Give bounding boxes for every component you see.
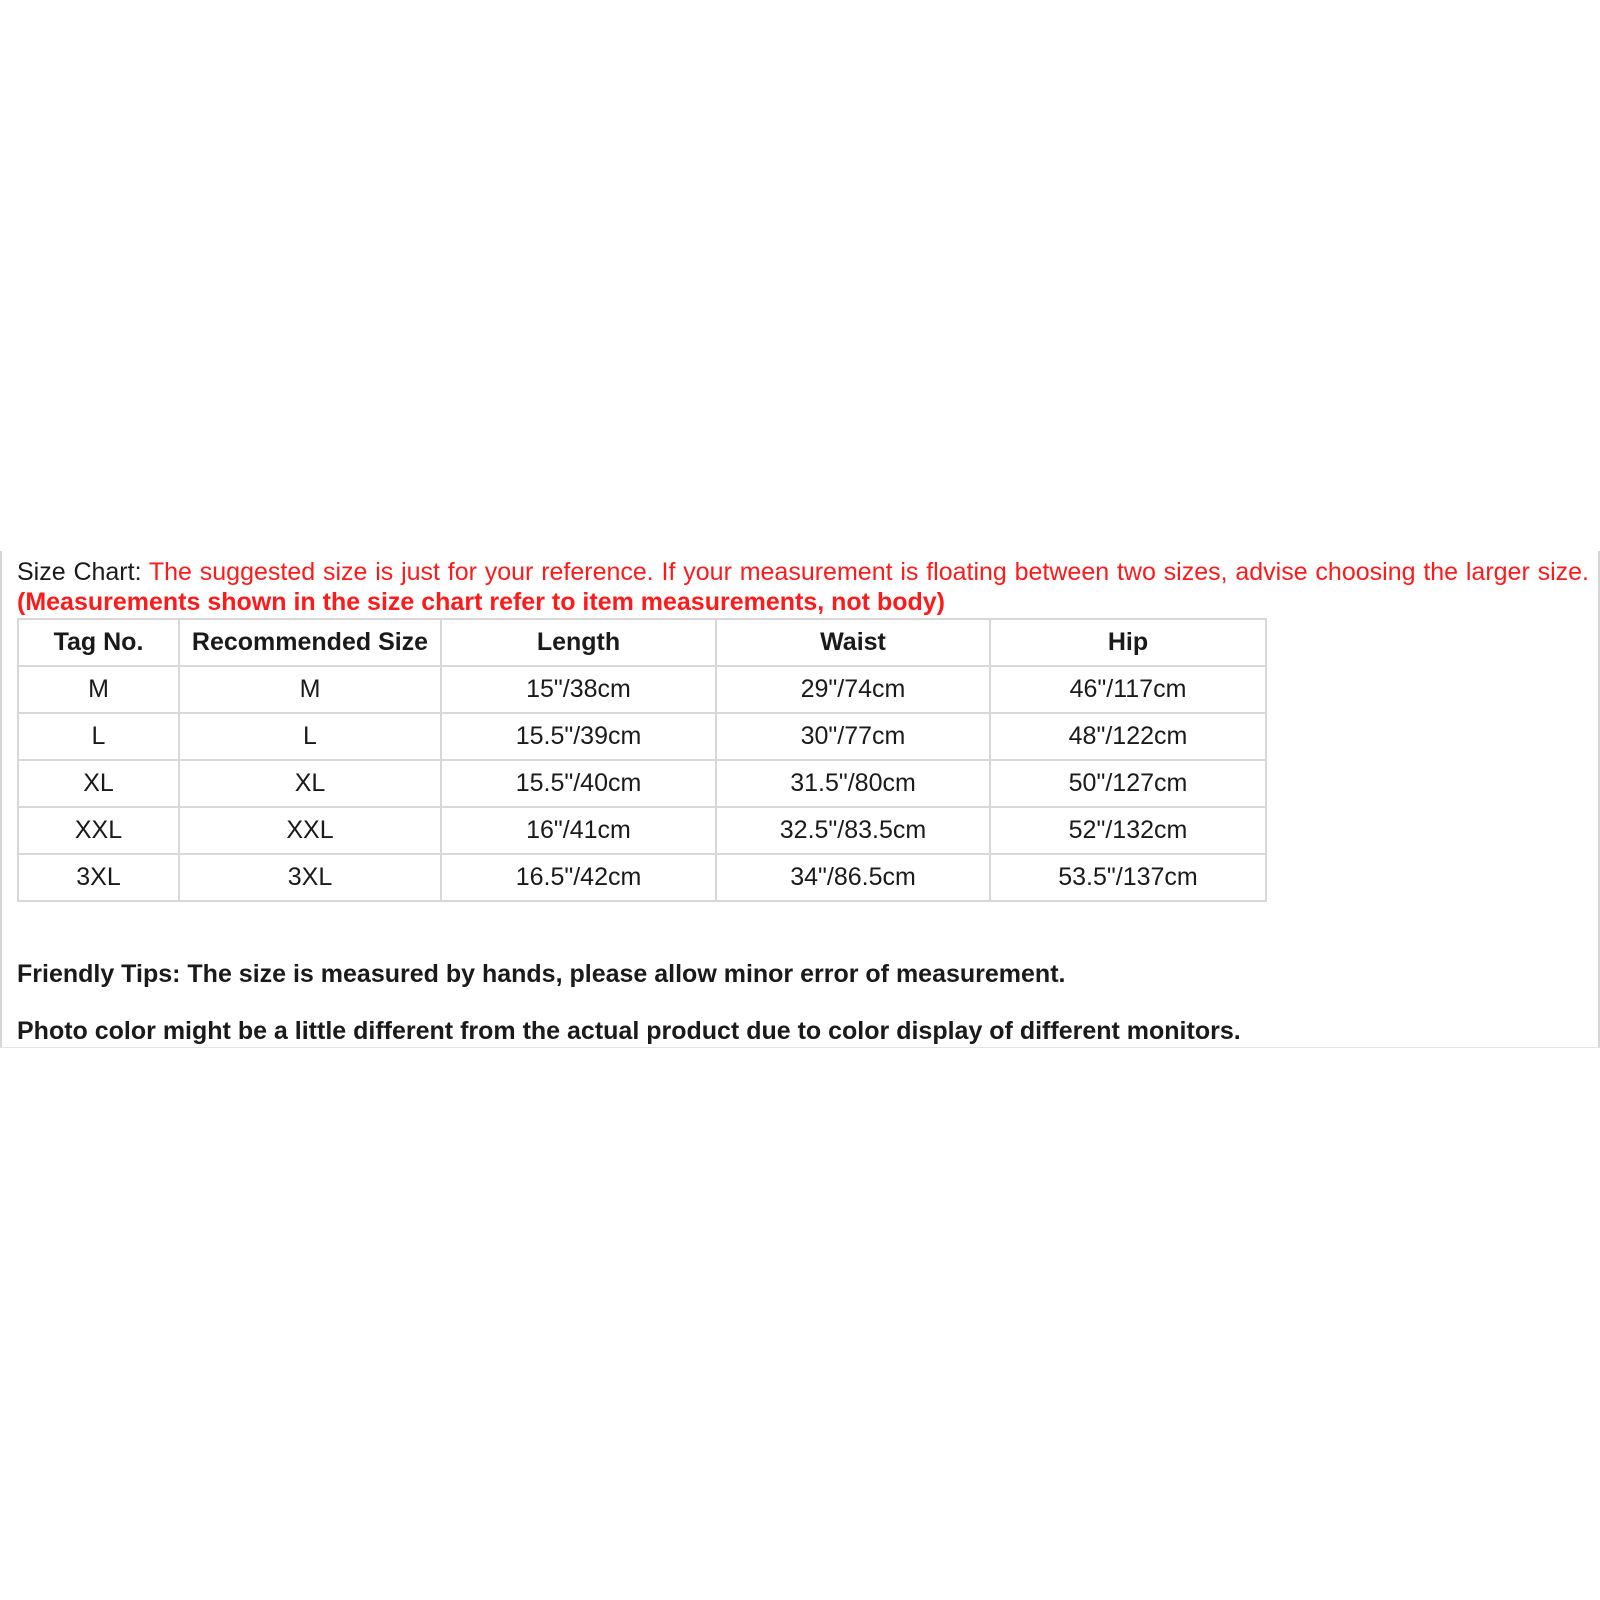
size-table xyxy=(17,618,1267,902)
friendly-tips: Friendly Tips: The size is measured by hands, please allow minor error of measurement. xyxy=(17,960,1066,988)
cell-hip: 46"/117cm xyxy=(990,666,1266,713)
cell-length: 15.5"/40cm xyxy=(441,760,716,807)
column-header-length: Length xyxy=(441,619,716,666)
cell-recommended-size: L xyxy=(179,713,441,760)
label-separator: : xyxy=(134,558,142,586)
table-header-row xyxy=(18,619,1266,666)
cell-hip: 52"/132cm xyxy=(990,807,1266,854)
cell-hip: 48"/122cm xyxy=(990,713,1266,760)
size-chart-intro xyxy=(17,557,1589,617)
size-chart-panel xyxy=(0,551,1600,1048)
column-header-hip: Hip xyxy=(990,619,1266,666)
cell-tag-no: XL xyxy=(18,760,179,807)
cell-recommended-size: XXL xyxy=(179,807,441,854)
cell-waist: 30"/77cm xyxy=(716,713,990,760)
cell-tag-no: 3XL xyxy=(18,854,179,901)
cell-recommended-size: 3XL xyxy=(179,854,441,901)
cell-length: 16"/41cm xyxy=(441,807,716,854)
table-row xyxy=(18,713,1266,760)
cell-length: 15.5"/39cm xyxy=(441,713,716,760)
cell-hip: 53.5"/137cm xyxy=(990,854,1266,901)
cell-tag-no: XXL xyxy=(18,807,179,854)
table-row xyxy=(18,807,1266,854)
cell-recommended-size: XL xyxy=(179,760,441,807)
table-row xyxy=(18,760,1266,807)
cell-hip: 50"/127cm xyxy=(990,760,1266,807)
column-header-recommended-size: Recommended Size xyxy=(179,619,441,666)
cell-length: 15"/38cm xyxy=(441,666,716,713)
cell-waist: 34"/86.5cm xyxy=(716,854,990,901)
column-header-tag-no: Tag No. xyxy=(18,619,179,666)
column-header-waist: Waist xyxy=(716,619,990,666)
cell-waist: 32.5"/83.5cm xyxy=(716,807,990,854)
cell-waist: 29"/74cm xyxy=(716,666,990,713)
cell-length: 16.5"/42cm xyxy=(441,854,716,901)
cell-tag-no: M xyxy=(18,666,179,713)
size-advice-note: The suggested size is just for your reference. If your measurement is floating between two sizes, advise choosing the larger size. xyxy=(141,558,1589,586)
cell-waist: 31.5"/80cm xyxy=(716,760,990,807)
table-row xyxy=(18,854,1266,901)
table-row xyxy=(18,666,1266,713)
size-chart-label: Size Chart xyxy=(17,558,135,586)
photo-color-note: Photo color might be a little different from the actual product due to color display of different monitors. xyxy=(17,1017,1241,1045)
cell-tag-no: L xyxy=(18,713,179,760)
measurement-disclaimer: (Measurements shown in the size chart refer to item measurements, not body) xyxy=(17,588,945,616)
cell-recommended-size: M xyxy=(179,666,441,713)
